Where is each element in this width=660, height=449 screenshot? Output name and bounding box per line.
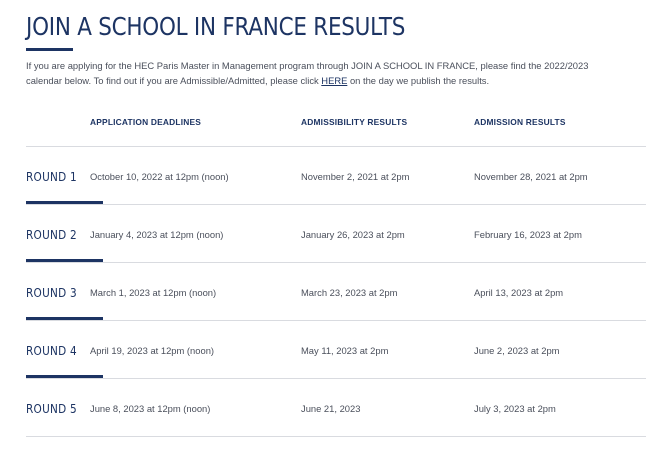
table-header <box>26 117 646 129</box>
table-row <box>26 146 646 204</box>
table-row <box>26 262 646 320</box>
admission-date: November 28, 2021 at 2pm <box>474 171 588 182</box>
header-admission-results: ADMISSION RESULTS <box>474 117 566 127</box>
intro-text-after: on the day we publish the results. <box>347 74 490 86</box>
round-label: ROUND 5 <box>26 401 77 416</box>
application-deadline: March 1, 2023 at 12pm (noon) <box>90 287 217 298</box>
table-row <box>26 204 646 262</box>
page-title: JOIN A SCHOOL IN FRANCE RESULTS <box>26 12 406 41</box>
admission-date: February 16, 2023 at 2pm <box>474 229 582 240</box>
admissibility-date: March 23, 2023 at 2pm <box>301 287 398 298</box>
application-deadline: June 8, 2023 at 12pm (noon) <box>90 403 211 414</box>
round-label: ROUND 3 <box>26 285 77 300</box>
admission-date: July 3, 2023 at 2pm <box>474 403 556 414</box>
header-application-deadlines: APPLICATION DEADLINES <box>90 117 202 127</box>
application-deadline: April 19, 2023 at 12pm (noon) <box>90 345 215 356</box>
admissibility-date: June 21, 2023 <box>301 403 361 414</box>
results-link[interactable]: HERE <box>321 74 348 86</box>
intro-text-before: If you are applying for the HEC Paris Master in Management program through JOIN A SCHOOL IN FRANCE, please find the 2022/2023 calendar below. To find out if you are Admissible/Admitted, please click <box>26 60 589 86</box>
admissibility-date: November 2, 2021 at 2pm <box>301 171 410 182</box>
round-label: ROUND 4 <box>26 343 77 358</box>
application-deadline: January 4, 2023 at 12pm (noon) <box>90 229 224 240</box>
table-row <box>26 378 646 437</box>
results-page <box>26 0 646 416</box>
round-label: ROUND 2 <box>26 227 77 242</box>
intro-paragraph <box>26 59 626 88</box>
admission-date: June 2, 2023 at 2pm <box>474 345 560 356</box>
title-underline <box>26 48 73 51</box>
results-table <box>26 146 646 437</box>
admissibility-date: January 26, 2023 at 2pm <box>301 229 405 240</box>
admissibility-date: May 11, 2023 at 2pm <box>301 345 389 356</box>
admission-date: April 13, 2023 at 2pm <box>474 287 564 298</box>
table-row <box>26 320 646 378</box>
header-admissibility-results: ADMISSIBILITY RESULTS <box>301 117 408 127</box>
round-label: ROUND 1 <box>26 169 77 184</box>
application-deadline: October 10, 2022 at 12pm (noon) <box>90 171 229 182</box>
